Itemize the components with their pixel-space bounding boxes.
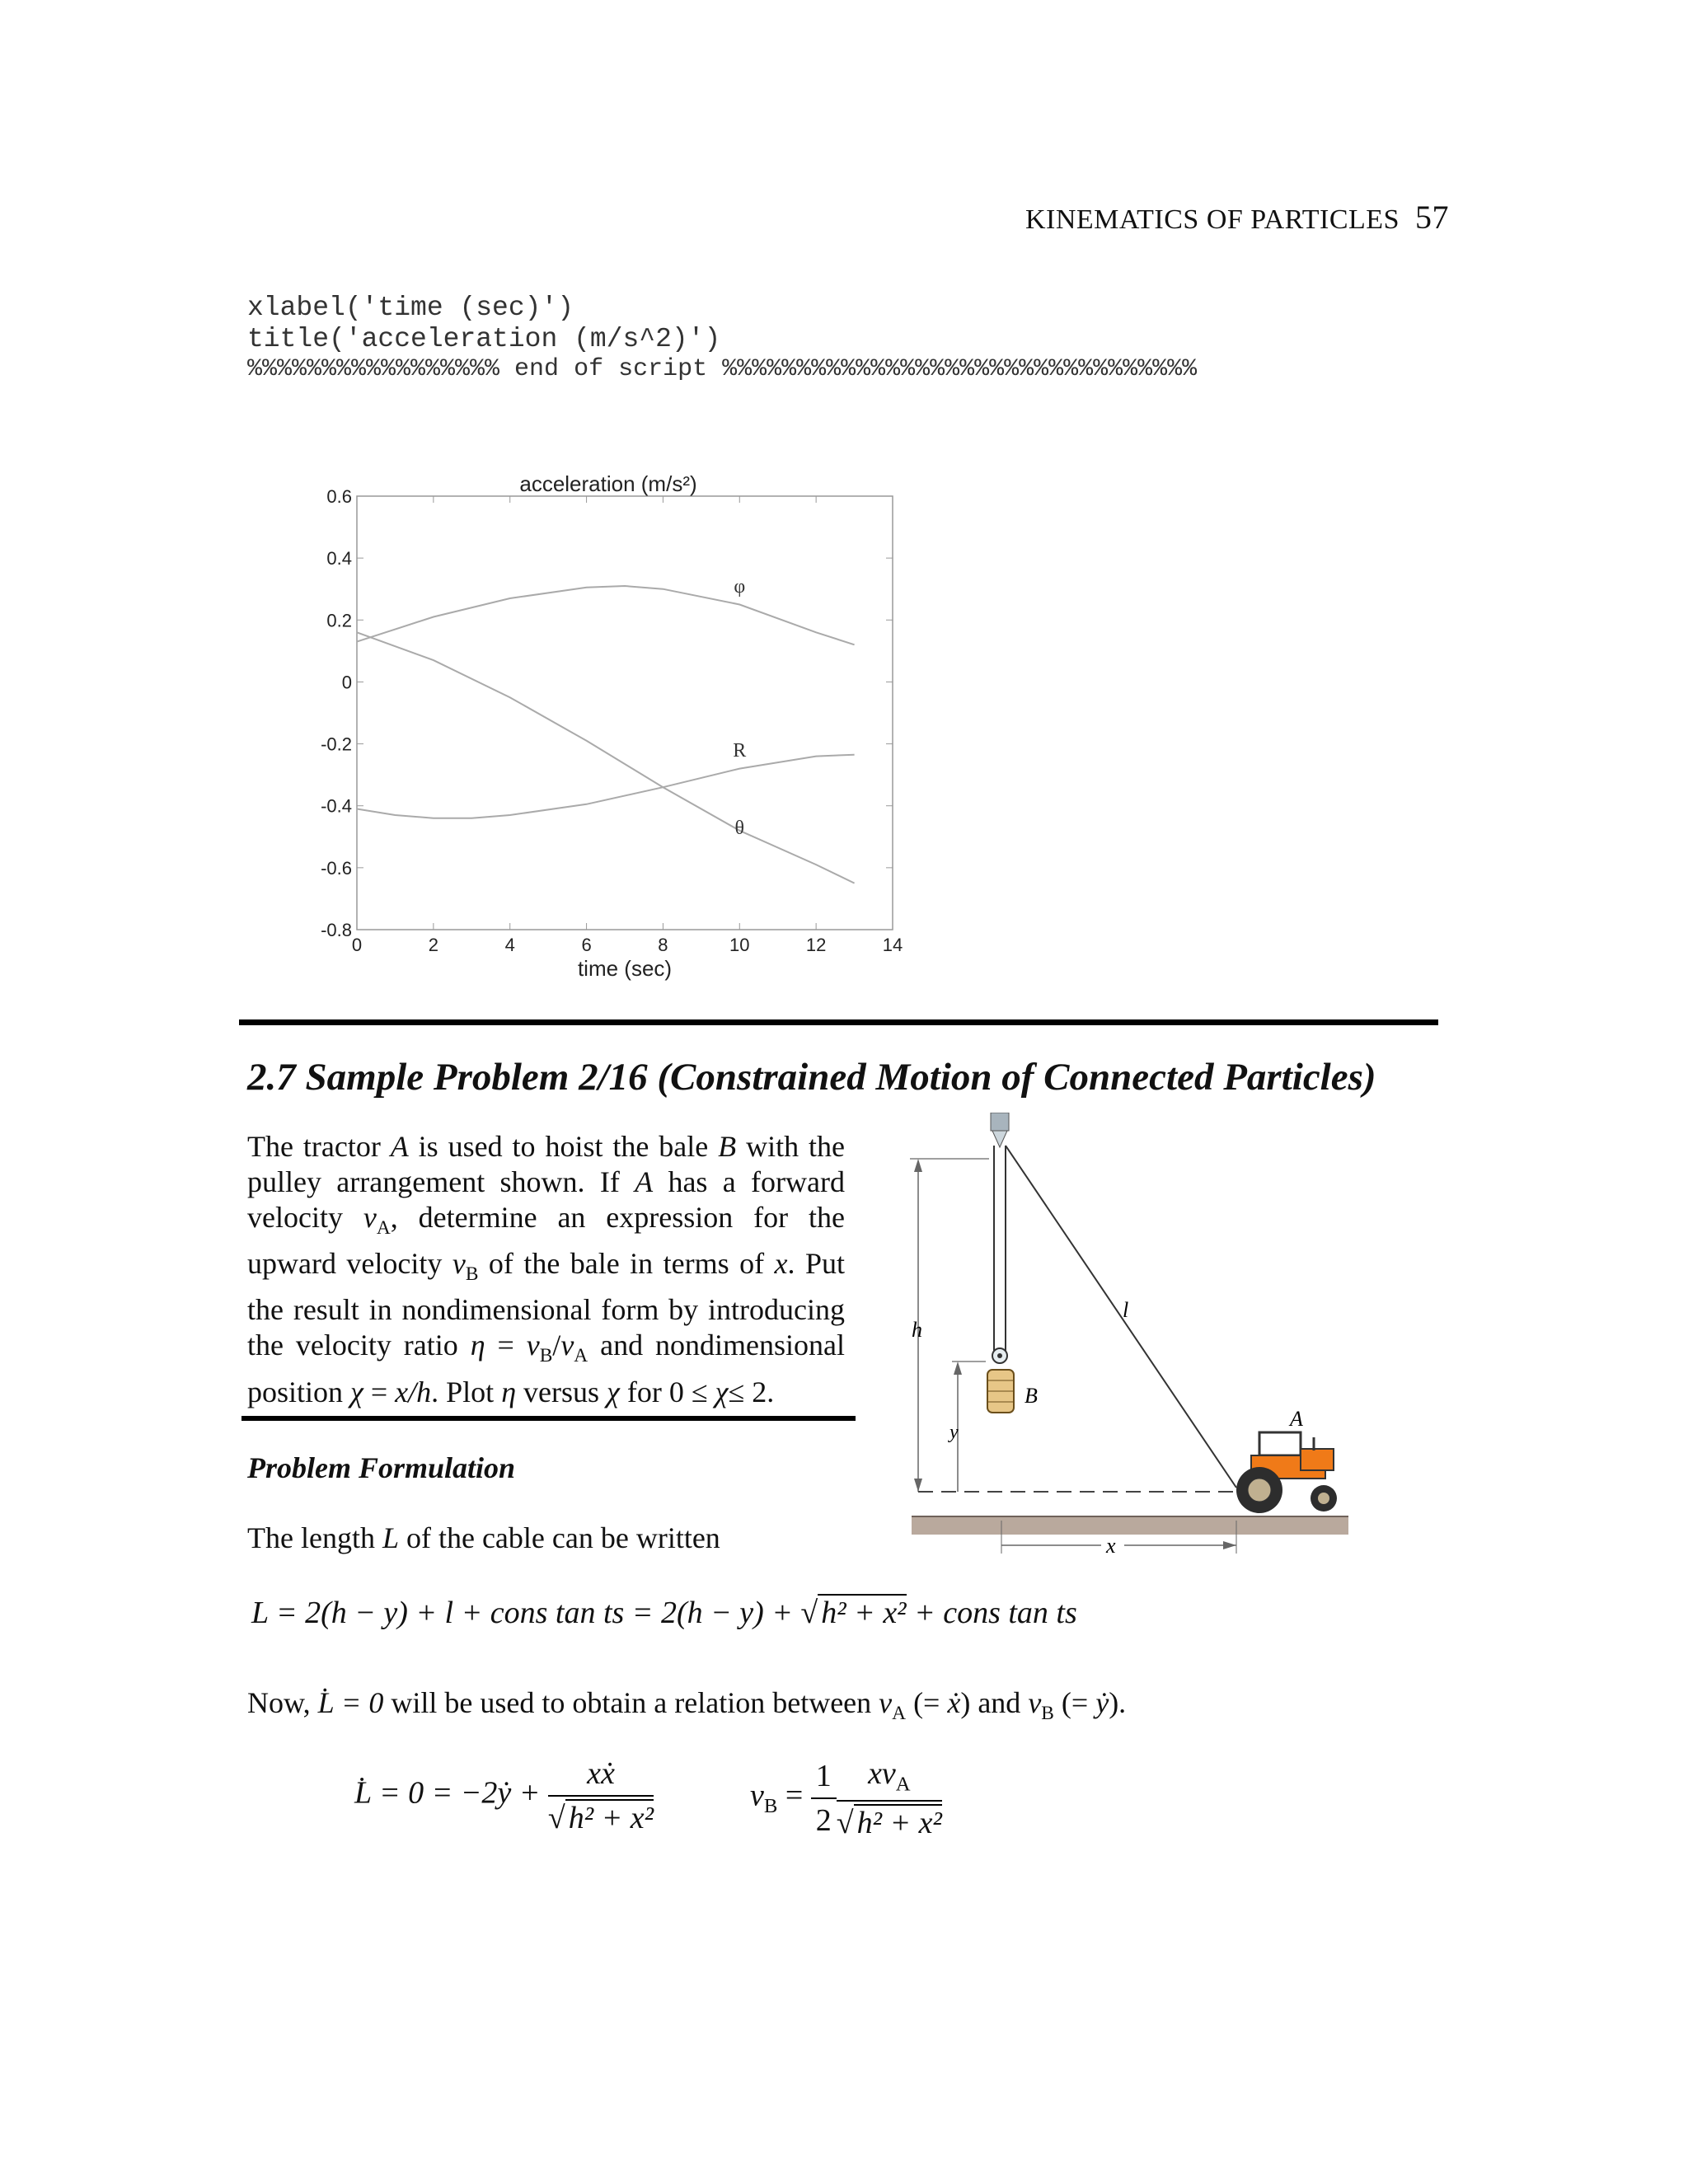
x-label: x — [1106, 1534, 1116, 1558]
y-label: y — [950, 1422, 959, 1443]
tractor — [1236, 1432, 1337, 1513]
ceiling-mount — [991, 1113, 1009, 1131]
x-tick-label: 10 — [729, 935, 750, 955]
series-line-1 — [357, 755, 855, 818]
l-label: l — [1123, 1298, 1129, 1322]
y-tick-label: 0 — [341, 672, 352, 693]
x-tick-label: 6 — [581, 935, 592, 955]
x-tick-label: 0 — [351, 935, 363, 955]
pulley-bracket — [992, 1131, 1007, 1147]
cable-length-text: The length L of the cable can be written — [247, 1521, 720, 1554]
y-tick-label: -0.6 — [321, 857, 352, 879]
chart-title: acceleration (m/s²) — [519, 471, 697, 496]
acceleration-chart — [305, 462, 931, 989]
header-title: KINEMATICS OF PARTICLES — [1025, 204, 1400, 235]
x-tick-label: 4 — [504, 935, 515, 955]
x-tick-label: 12 — [805, 935, 827, 955]
pulley-tractor-figure — [907, 1113, 1368, 1591]
ground — [912, 1516, 1348, 1535]
x-tick-label: 14 — [882, 935, 903, 955]
series-label-1: R — [733, 740, 747, 762]
series-line-0 — [357, 586, 855, 644]
problem-rule — [241, 1416, 856, 1421]
derivative-equation: L̇ = 0 = −2ẏ + $\frac{\text{xẋ}}{\text{√ h² + x²}}$ — [354, 1756, 654, 1835]
code-line-2: title('acceleration (m/s^2)') — [247, 324, 721, 354]
section-title: 2.7 Sample Problem 2/16 (Constrained Motion of Connected Particles) — [247, 1056, 1376, 1099]
y-tick-label: 0.6 — [326, 486, 352, 507]
a-label: A — [1290, 1407, 1303, 1431]
vb-equation: $v_B$ = $\frac{1}{2}$ $\frac{xv_A}{\text{√ h² + x²}}$ — [750, 1756, 942, 1840]
x-axis-label: time (sec) — [577, 956, 673, 981]
problem-statement: The tractor A is used to hoist the bale B with the pulley arrangement shown. If A has a forward velocity $v_A$, determine an expression for the upward velocity $v_B$ of the bale in terms of x. Put the result in nondimensional form by introducing the velocity ratio $\eta = v_B/v_A$ and nondimensional position χ = x/h. Plot η versus χ for 0 ≤ χ≤ 2. — [247, 1130, 845, 1408]
series-label-0: φ — [734, 575, 746, 598]
section-rule — [239, 1019, 1438, 1025]
running-header — [1025, 198, 1449, 237]
relation-text: Now, L̇ = 0 will be used to obtain a relation between $v_A$ (= ẋ) and $v_B$ (= ẏ). — [247, 1686, 1127, 1725]
plot-frame — [357, 496, 893, 930]
x-tick-label: 2 — [428, 935, 438, 955]
series-line-2 — [357, 632, 855, 883]
cable-length-equation: L = 2(h − y) + l + cons tan ts = 2(h − y) + √ h² + x² + cons tan ts — [251, 1596, 1077, 1630]
code-line-3: %%%%%%%%%%%%%%%%% end of script %%%%%%%%%%%%%%%%%%%%%%%%%%%%%%%% — [247, 355, 1198, 383]
y-tick-label: 0.4 — [326, 548, 352, 569]
y-tick-label: -0.2 — [321, 733, 352, 755]
cable-to-tractor — [1006, 1146, 1236, 1488]
y-tick-label: 0.2 — [326, 610, 352, 631]
y-tick-label: -0.8 — [321, 920, 352, 940]
b-label: B — [1025, 1384, 1038, 1408]
page-number: 57 — [1415, 199, 1449, 236]
h-label: h — [912, 1318, 922, 1342]
formulation-heading: Problem Formulation — [247, 1451, 516, 1484]
y-tick-label: -0.4 — [321, 795, 352, 817]
code-line-1: xlabel('time (sec)') — [247, 293, 574, 323]
x-tick-label: 8 — [658, 935, 668, 955]
series-label-2: θ — [734, 818, 745, 840]
